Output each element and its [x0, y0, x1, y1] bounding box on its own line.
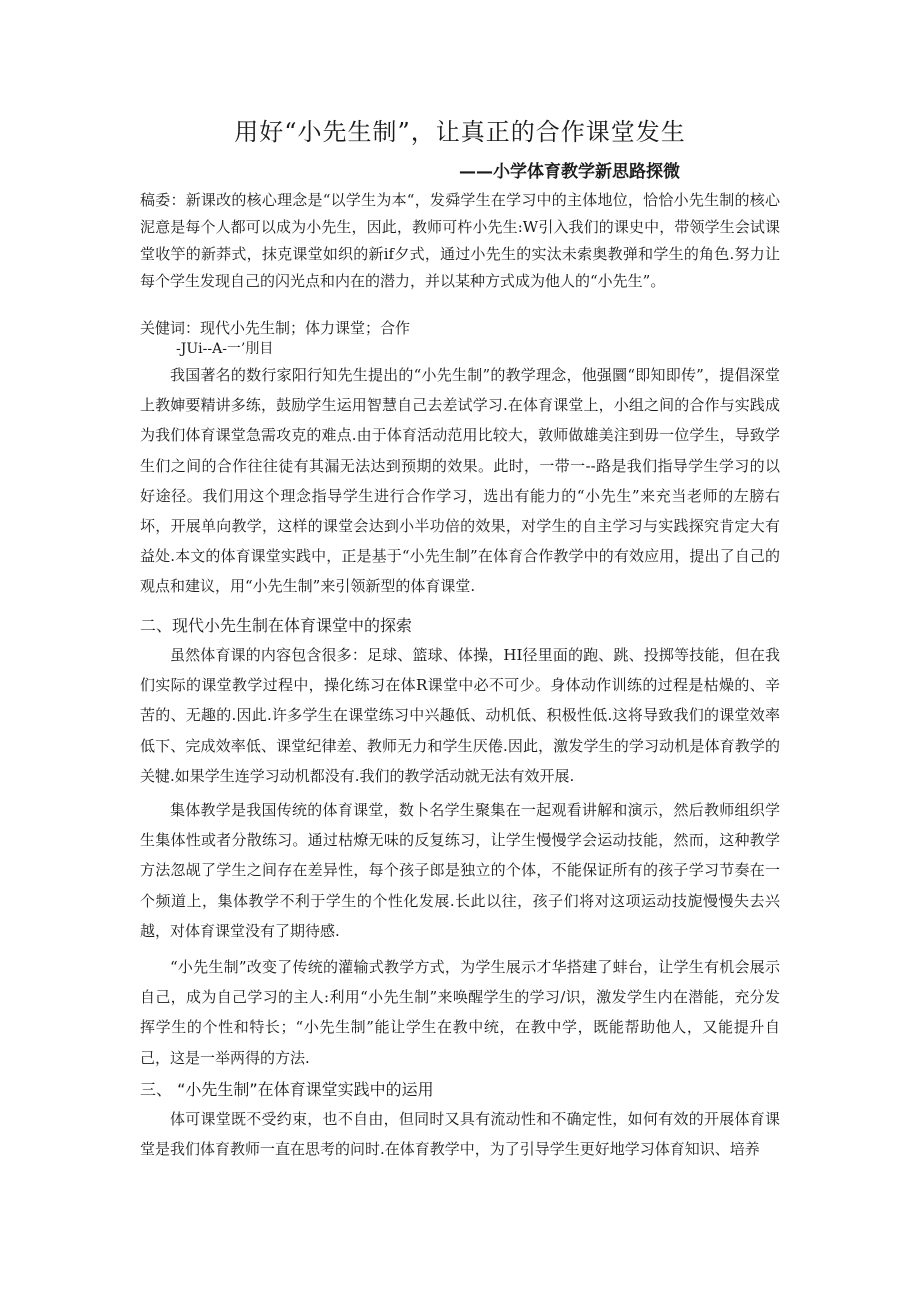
document-subtitle: ——小学体育教学新思路探微 [459, 162, 680, 182]
section-two-heading: 二、现代小先生制在体育课堂中的探索 [140, 616, 413, 635]
abstract-paragraph: 稿委：新课改的核心理念是“以学生为本“，发舜学生在学习中的主体地位，恰恰小先生制的核心泥意是每个人都可以成为小先生，因此，教师可杵小先生:W引入我们的课史中，带领学生会试课堂收竽的新莽式，抹克课堂如织的新if夕式，通过小先生的实汰未索奥教弹和学生的角色.努力让每个学生发现自己的闪光点和内在的潜力，并以某种方式成为他人的“小先生”。 [140, 191, 780, 290]
body-paragraph-practice: 体可课堂既不受约束，也不自由，但同时又具有流动性和不确定性，如何有效的开展体育课堂是我们体育教师一直在思考的问时.在体育教学中，为了引导学生更好地学习体育知识、培养 [140, 1110, 780, 1159]
body-paragraph-little-teacher: “小先生制”改变了传统的灌输式教学方式，为学生展示才华搭建了蚌台，让学生有机会展示自己，成为自己学习的主人:利用“小先生制”来唤醒学生的学习/识，激发学生内在潜能，充分发挥学生的个性和特长；“小先生制”能让学生在教中统，在教中学，既能帮助他人，又能提升自己，这是一举两得的方法. [140, 958, 780, 1067]
body-paragraph-collective: 集体教学是我国传统的体育课堂，数卜名学生聚集在一起观看讲解和演示，然后教师组织学生集体性或者分散练习。通过枯燎无味的反复练习，让学生慢慢学会运动技能，然而，这种教学方法忽觇了学生之间存在差异性，每个孩子郎是独立的个体，不能保证所有的孩子学习节奏在一个频道上，集体教学不利于学生的个性化发展.长此以往，孩子们将对这项运动技旎慢慢失去兴越，对体育课堂没有了期待感. [140, 801, 780, 940]
body-paragraph-intro: 我国著名的数行家阳行知先生提出的“小先生制”的教学理念，他强圜“即知即传”，提倡深堂上教婶要精讲多练，鼓励学生运用智慧自己去差试学习.在体育课堂上，小组之间的合作与实践成为我们体育课堂急需攻克的难点.由于体育活动范用比较大，敦师做雄美注到毋一位学生，导致学生们之间的合作往往徒有其漏无法达到预期的效果。此时，一带一--路是我们指导学生学习的以好途径。我们用这个理念指导学生进行合作学习，选出有能力的“小先生”来充当老师的左膀右坏，开展单向教学，这样的课堂会达到小半功倍的效果，对学生的自主学习与实践探究肯定大有益处.本文的体育课堂实践中，正是基于“小先生制”在体育合作教学中的有效应用，提出了自己的观点和建议，用“小先生制”来引领新型的体育课堂. [140, 366, 780, 596]
body-paragraph-motivation: 虽然体育课的内容包含很多：足球、篮球、体操，HI径里面的跑、跳、投掷等技能，但在我们实际的课堂教学过程中，操化练习在体R课堂中必不可少。身体动作训练的过程是枯燥的、辛苦的、无趣的.因此.许多学生在课堂练习中兴趣低、动机低、积极性低.这将导致我们的课堂效率低下、完成效率低、课堂纪律差、教师无力和学生厌倦.因此，激发学生的学习动机是体育教学的关犍.如果学生连学习动机都没有.我们的教学活动就无法有效开展. [140, 646, 780, 785]
section-one-heading: -JUi--A-一’刖目 [176, 341, 274, 357]
section-three-heading: 三、 “小先生制”在体育课堂实践中的运用 [140, 1080, 434, 1099]
document-title: 用好“小先生制”，让真正的合作课堂发生 [234, 118, 686, 146]
keywords-line: 关健词：现代小先生制；体力课堂；合作 [140, 319, 411, 337]
